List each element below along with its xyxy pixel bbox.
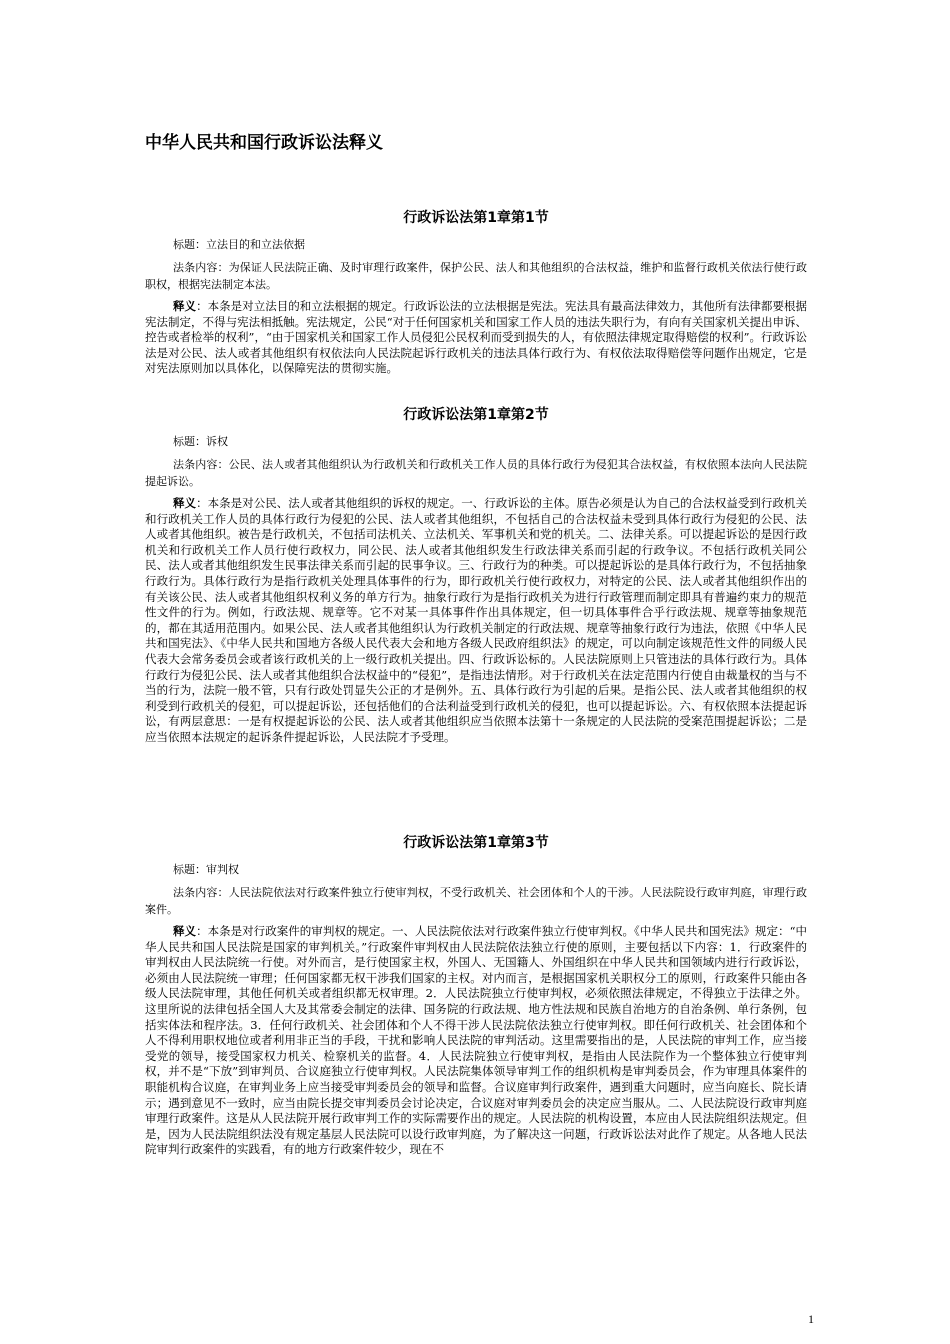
explanation-label: 释义 — [173, 496, 197, 510]
explanation-paragraph — [145, 299, 807, 377]
explanation-label: 释义 — [173, 924, 197, 938]
section-title-line: 标题：审判权 — [173, 863, 239, 876]
law-text: 法条内容：公民、法人或者其他组织认为行政机关和行政机关工作人员的具体行政行为侵犯其合法权益，有权依照本法向人民法院提起诉讼。 — [145, 458, 807, 488]
section-title-line: 标题：立法目的和立法依据 — [173, 238, 305, 251]
explanation-text: ：本条是对立法目的和立法根据的规定。行政诉讼法的立法根据是宪法。宪法具有最高法律效力，其他所有法律都要根据宪法制定，不得与宪法相抵触。宪法规定，公民“对于任何国家机关和国家工作人员的违法失职行为，有向有关国家机关提出申诉、控告或者检举的权利”，“由于国家机关和国家工作人员侵犯公民权利而受到损失的人，有依照法律规定取得赔偿的权利”。行政诉讼法是对公民、法人或者其他组织有权依法向人民法院起诉行政机关的违法具体行政行为、有权依法取得赔偿等问题作出规定，它是对宪法原则加以具体化，以保障宪法的贯彻实施。 — [145, 299, 808, 376]
page-number: 1 — [808, 1312, 814, 1326]
explanation-paragraph — [145, 924, 807, 1158]
explanation-text: ：本条是对公民、法人或者其他组织的诉权的规定。一、行政诉讼的主体。原告必须是认为自己的合法权益受到行政机关和行政机关工作人员的具体行政行为侵犯的公民、法人或者其他组织，不包括自己的合法权益未受到具体行政行为侵犯的公民、法人或者其他组织。被告是行政机关，不包括司法机关、立法机关、军事机关和党的机关。二、法律关系。可以提起诉讼的是因行政机关和行政机关工作人员行使行政权力，同公民、法人或者其他组织发生行政法律关系而引起的行政争议。不包括行政机关同公民、法人或者其他组织发生民事法律关系而引起的民事争议。三、行政行为的种类。可以提起诉讼的是具体行政行为，不包括抽象行政行为。具体行政行为是指行政机关处理具体事件的行为，即行政机关行使行政权力，对特定的公民、法人或者其他组织作出的有关该公民、法人或者其他组织权利义务的单方行为。抽象行政行为是指行政机关为进行行政管理而制定即具有普遍约束力的规范性文件的行为。例如，行政法规、规章等。它不对某一具体事件作出具体规定，但一切具体事件合乎行政法规、规章等抽象规范的，都在其适用范围内。如果公民、法人或者其他组织认为行政机关制定的行政法规、规章等抽象行政行为违法，依照《中华人民共和国宪法》、《中华人民共和国地方各级人民代表大会和地方各级人民政府组织法》的规定，可以向制定该规范性文件的同级人民代表大会常务委员会或者该行政机关的上一级行政机关提出。四、行政诉讼标的。人民法院原则上只管违法的具体行政行为。具体行政行为侵犯公民、法人或者其他组织合法权益中的“侵犯”，是指违法情形。对于行政机关在法定范围内行使自由裁量权的当与不当的行为，法院一般不管，只有行政处罚显失公正的才是例外。五、具体行政行为引起的后果。是指公民、法人或者其他组织的权利受到行政机关的侵犯，可以提起诉讼，还包括他们的合法利益受到行政机关的侵犯，也可以提起诉讼。六、有权依照本法提起诉讼，有两层意思：一是有权提起诉讼的公民、法人或者其他组织应当依照本法第十一条规定的人民法院的受案范围提起诉讼；二是应当依照本法规定的起诉条件提起诉讼，人民法院才予受理。 — [145, 496, 808, 744]
section-heading: 行政诉讼法第1章第3节 — [403, 835, 549, 851]
explanation-label: 释义 — [173, 299, 197, 313]
explanation-paragraph — [145, 496, 807, 746]
section-1 — [145, 208, 807, 377]
section-heading: 行政诉讼法第1章第1节 — [403, 210, 549, 226]
section-heading: 行政诉讼法第1章第2节 — [403, 407, 549, 423]
explanation-text: ：本条是对行政案件的审判权的规定。一、人民法院依法对行政案件独立行使审判权。《中华人民共和国宪法》规定：“中华人民共和国人民法院是国家的审判机关。”行政案件审判权由人民法院依法独立行使的原则，主要包括以下内容：1．行政案件的审判权由人民法院统一行使。对外而言，是行使国家主权，外国人、无国籍人、外国组织在中华人民共和国领域内进行行政诉讼，必须由人民法院统一审理；任何国家都无权干涉我们国家的主权。对内而言，是根据国家机关职权分工的原则，行政案件只能由各级人民法院审理，其他任何机关或者组织都无权审理。2．人民法院独立行使审判权，必须依照法律规定，不得独立于法律之外。这里所说的法律包括全国人大及其常委会制定的法律、国务院的行政法规、地方性法规和民族自治地方的自治条例、单行条例，包括实体法和程序法。3．任何行政机关、社会团体和个人不得干涉人民法院依法独立行使审判权。即任何行政机关、社会团体和个人不得利用职权地位或者利用非正当的手段，干扰和影响人民法院的审判活动。这里需要指出的是，人民法院的审判工作，应当接受党的领导，接受国家权力机关、检察机关的监督。4．人民法院独立行使审判权，是指由人民法院作为一个整体独立行使审判权，并不是“下放”到审判员、合议庭独立行使审判权。人民法院集体领导审判工作的组织机构是审判委员会，作为审理具体案件的职能机构合议庭，在审判业务上应当接受审判委员会的领导和监督。合议庭审判行政案件，遇到重大问题时，应当向庭长、院长请示；遇到意见不一致时，应当由院长提交审判委员会讨论决定，合议庭对审判委员会的决定应当服从。二、人民法院设行政审判庭审理行政案件。这是从人民法院开展行政审判工作的实际需要作出的规定。人民法院的机构设置，本应由人民法院组织法规定。但是，因为人民法院组织法没有规定基层人民法院可以设行政审判庭，为了解决这一问题，行政诉讼法对此作了规定。从各地人民法院审判行政案件的实践看，有的地方行政案件较少，现在不 — [145, 924, 808, 1157]
section-2 — [145, 405, 807, 746]
section-title-line: 标题：诉权 — [173, 435, 228, 448]
law-text: 法条内容：人民法院依法对行政案件独立行使审判权，不受行政机关、社会团体和个人的干涉。人民法院设行政审判庭，审理行政案件。 — [145, 886, 807, 916]
document-title: 中华人民共和国行政诉讼法释义 — [145, 133, 383, 153]
law-text: 法条内容：为保证人民法院正确、及时审理行政案件，保护公民、法人和其他组织的合法权益，维护和监督行政机关依法行使行政职权，根据宪法制定本法。 — [145, 261, 807, 291]
section-3 — [145, 833, 807, 1158]
